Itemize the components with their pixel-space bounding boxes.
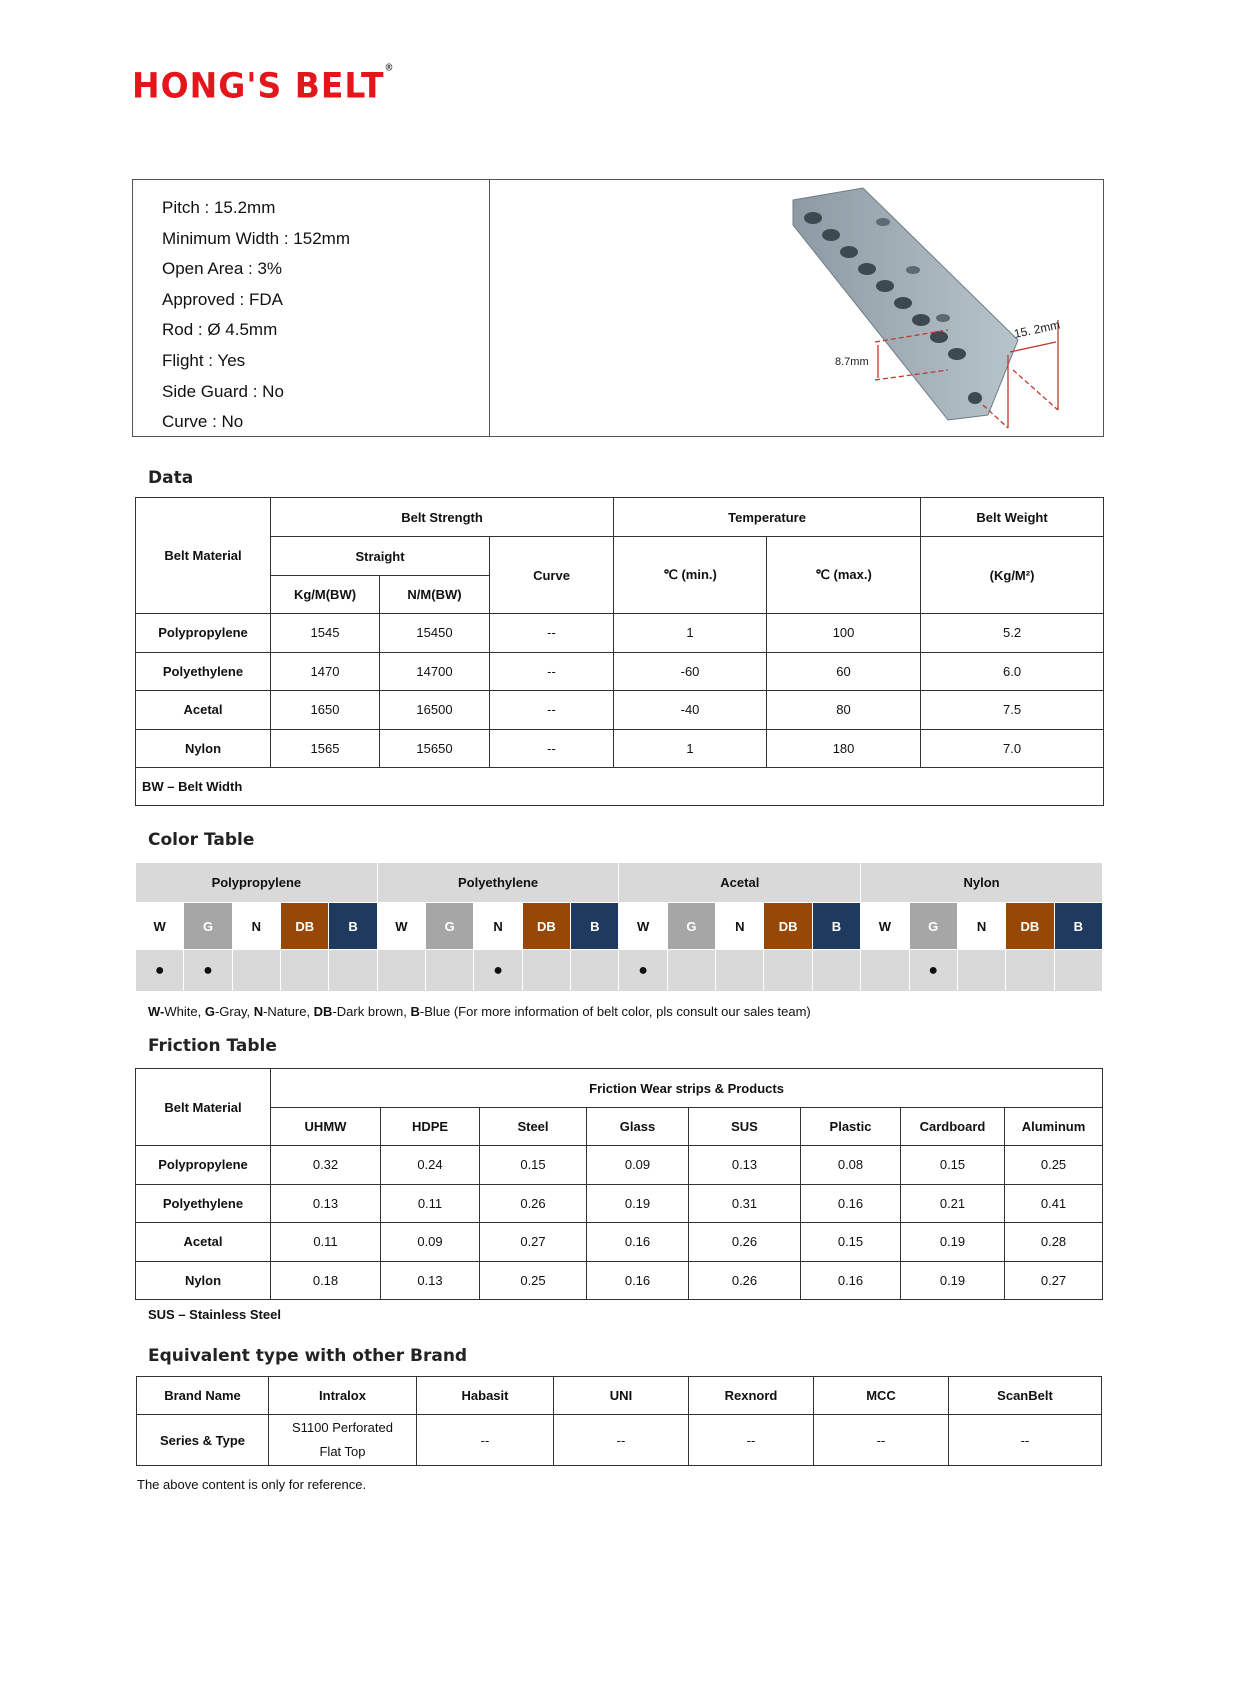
friction-value: 0.08 — [801, 1146, 901, 1185]
table-cell: 5.2 — [921, 614, 1104, 653]
table-cell: 16500 — [380, 691, 490, 730]
table-cell: 6.0 — [921, 652, 1104, 691]
header-kgm: Kg/M(BW) — [271, 576, 380, 614]
availability-cell — [716, 950, 764, 992]
table-cell: 100 — [767, 614, 921, 653]
friction-column-header: Steel — [480, 1108, 587, 1146]
brand-section-title: Equivalent type with other Brand — [148, 1346, 468, 1366]
spec-list — [162, 193, 350, 438]
header-belt-weight: Belt Weight — [921, 498, 1104, 537]
friction-value: 0.19 — [587, 1184, 689, 1223]
disclaimer: The above content is only for reference. — [137, 1477, 367, 1492]
legend-text: -Gray, — [214, 1004, 254, 1019]
friction-column-header: UHMW — [271, 1108, 381, 1146]
friction-column-header: Glass — [587, 1108, 689, 1146]
availability-cell — [522, 950, 570, 992]
material-name: Acetal — [136, 691, 271, 730]
color-legend — [148, 1004, 811, 1019]
table-cell: -- — [490, 691, 614, 730]
friction-value: 0.16 — [801, 1184, 901, 1223]
header-straight: Straight — [271, 537, 490, 576]
color-material-header: Polyethylene — [377, 863, 619, 903]
friction-value: 0.24 — [381, 1146, 480, 1185]
friction-table — [135, 1068, 1103, 1300]
table-cell: -- — [490, 652, 614, 691]
table-cell: 1650 — [271, 691, 380, 730]
table-row — [136, 1261, 1103, 1300]
friction-value: 0.11 — [381, 1184, 480, 1223]
friction-value: 0.09 — [381, 1223, 480, 1262]
availability-cell — [957, 950, 1005, 992]
availability-cell — [1054, 950, 1102, 992]
spec-divider — [489, 180, 490, 436]
spec-item: Approved : FDA — [162, 289, 283, 309]
brand-header: Habasit — [417, 1377, 554, 1415]
friction-value: 0.13 — [271, 1184, 381, 1223]
brand-header: Rexnord — [689, 1377, 814, 1415]
color-code-n: N — [716, 903, 764, 950]
table-cell: 1470 — [271, 652, 380, 691]
brand-header: ScanBelt — [949, 1377, 1102, 1415]
friction-value: 0.16 — [801, 1261, 901, 1300]
color-table — [135, 862, 1103, 992]
color-code-n: N — [957, 903, 1005, 950]
color-code-b: B — [1054, 903, 1102, 950]
available-dot-icon: ● — [909, 950, 957, 992]
header-belt-strength: Belt Strength — [271, 498, 614, 537]
brand-series-value: -- — [814, 1415, 949, 1466]
friction-column-header: Cardboard — [901, 1108, 1005, 1146]
header-belt-material: Belt Material — [136, 498, 271, 614]
registered-mark: ® — [384, 62, 395, 74]
header-weight-unit: (Kg/M²) — [921, 537, 1104, 614]
logo-text: HONG'S BELT — [132, 65, 385, 106]
brand-header: UNI — [554, 1377, 689, 1415]
available-dot-icon: ● — [184, 950, 232, 992]
friction-value: 0.15 — [801, 1223, 901, 1262]
available-dot-icon: ● — [619, 950, 667, 992]
series-type-label: Series & Type — [137, 1415, 269, 1466]
legend-text: -Dark brown, — [332, 1004, 411, 1019]
legend-code: G — [204, 1004, 215, 1019]
color-code-b: B — [812, 903, 860, 950]
availability-cell — [232, 950, 280, 992]
color-code-db: DB — [522, 903, 570, 950]
color-code-b: B — [571, 903, 619, 950]
friction-section-title: Friction Table — [148, 1036, 277, 1056]
color-code-n: N — [474, 903, 522, 950]
color-code-w: W — [377, 903, 425, 950]
color-material-row — [136, 863, 1103, 903]
color-code-db: DB — [764, 903, 812, 950]
color-code-b: B — [329, 903, 377, 950]
brand-header: Brand Name — [137, 1377, 269, 1415]
availability-cell — [426, 950, 474, 992]
available-dot-icon: ● — [474, 950, 522, 992]
friction-header-group: Friction Wear strips & Products — [271, 1069, 1103, 1108]
friction-value: 0.25 — [480, 1261, 587, 1300]
material-name: Nylon — [136, 729, 271, 768]
color-code-w: W — [136, 903, 184, 950]
header-nm: N/M(BW) — [380, 576, 490, 614]
table-row — [136, 614, 1104, 653]
availability-cell — [377, 950, 425, 992]
header-temp-min: ℃ (min.) — [614, 537, 767, 614]
friction-value: 0.21 — [901, 1184, 1005, 1223]
table-cell: 180 — [767, 729, 921, 768]
availability-cell — [764, 950, 812, 992]
color-code-g: G — [909, 903, 957, 950]
data-table — [135, 497, 1104, 806]
spec-item: Pitch : 15.2mm — [162, 198, 276, 217]
table-row — [136, 1146, 1103, 1185]
data-footnote: BW – Belt Width — [136, 768, 1104, 806]
color-availability-row — [136, 950, 1103, 992]
height-dimension-label: 8.7mm — [835, 356, 869, 368]
available-dot-icon: ● — [136, 950, 184, 992]
color-code-w: W — [619, 903, 667, 950]
color-section-title: Color Table — [148, 830, 255, 850]
legend-code: N — [253, 1004, 264, 1019]
table-row — [136, 1184, 1103, 1223]
spec-item: Open Area : 3% — [162, 259, 283, 279]
friction-value: 0.26 — [689, 1261, 801, 1300]
color-code-db: DB — [1006, 903, 1054, 950]
table-cell: 7.5 — [921, 691, 1104, 730]
spec-item: Rod : Ø 4.5mm — [162, 320, 278, 340]
friction-value: 0.16 — [587, 1223, 689, 1262]
friction-value: 0.41 — [1005, 1184, 1103, 1223]
brand-table — [136, 1376, 1102, 1466]
spec-item: Curve : No — [162, 412, 244, 432]
spec-item: Minimum Width : 152mm — [162, 228, 350, 248]
legend-code: W- — [148, 1004, 165, 1019]
table-row — [136, 691, 1104, 730]
friction-value: 0.27 — [480, 1223, 587, 1262]
friction-value: 0.31 — [689, 1184, 801, 1223]
legend-text: -Blue (For more information of belt color, pls consult our sales team) — [419, 1004, 811, 1019]
company-logo — [132, 62, 395, 106]
brand-header: MCC — [814, 1377, 949, 1415]
color-code-g: G — [184, 903, 232, 950]
legend-code: DB — [313, 1004, 333, 1019]
table-row — [136, 652, 1104, 691]
table-cell: 1565 — [271, 729, 380, 768]
friction-value: 0.19 — [901, 1223, 1005, 1262]
friction-header-belt-material: Belt Material — [136, 1069, 271, 1146]
table-cell: -40 — [614, 691, 767, 730]
data-section-title: Data — [148, 468, 194, 488]
availability-cell — [861, 950, 909, 992]
material-name: Polypropylene — [136, 1146, 271, 1185]
belt-module-drawing — [753, 180, 1073, 436]
table-cell: 80 — [767, 691, 921, 730]
table-cell: -60 — [614, 652, 767, 691]
header-temp-max: ℃ (max.) — [767, 537, 921, 614]
availability-cell — [667, 950, 715, 992]
friction-column-header: Aluminum — [1005, 1108, 1103, 1146]
color-code-n: N — [232, 903, 280, 950]
table-cell: 1 — [614, 729, 767, 768]
friction-value: 0.15 — [480, 1146, 587, 1185]
friction-value: 0.27 — [1005, 1261, 1103, 1300]
spec-item: Flight : Yes — [162, 350, 246, 370]
legend-text: -Nature, — [263, 1004, 314, 1019]
table-cell: 15450 — [380, 614, 490, 653]
brand-series-value: -- — [689, 1415, 814, 1466]
pitch-dimension-label: 15. 2mm — [1012, 317, 1062, 341]
color-code-g: G — [667, 903, 715, 950]
friction-column-header: SUS — [689, 1108, 801, 1146]
material-name: Polyethylene — [136, 652, 271, 691]
friction-value: 0.15 — [901, 1146, 1005, 1185]
table-cell: 14700 — [380, 652, 490, 691]
color-material-header: Nylon — [861, 863, 1103, 903]
table-cell: 7.0 — [921, 729, 1104, 768]
color-code-g: G — [426, 903, 474, 950]
spec-item: Side Guard : No — [162, 381, 284, 401]
table-cell: 15650 — [380, 729, 490, 768]
friction-footnote: SUS – Stainless Steel — [148, 1307, 281, 1322]
spec-box — [132, 179, 1104, 437]
availability-cell — [1006, 950, 1054, 992]
table-cell: 1545 — [271, 614, 380, 653]
friction-value: 0.11 — [271, 1223, 381, 1262]
material-name: Polyethylene — [136, 1184, 271, 1223]
friction-value: 0.26 — [480, 1184, 587, 1223]
friction-value: 0.09 — [587, 1146, 689, 1185]
brand-series-value: -- — [554, 1415, 689, 1466]
header-temperature: Temperature — [614, 498, 921, 537]
color-code-row — [136, 903, 1103, 950]
brand-header: Intralox — [269, 1377, 417, 1415]
brand-series-value: -- — [949, 1415, 1102, 1466]
table-cell: 1 — [614, 614, 767, 653]
intralox-series-line1: S1100 Perforated — [292, 1420, 393, 1435]
legend-text: White, — [164, 1004, 205, 1019]
friction-value: 0.25 — [1005, 1146, 1103, 1185]
material-name: Polypropylene — [136, 614, 271, 653]
table-cell: -- — [490, 729, 614, 768]
header-curve: Curve — [490, 537, 614, 614]
color-material-header: Acetal — [619, 863, 861, 903]
table-row — [136, 729, 1104, 768]
friction-value: 0.32 — [271, 1146, 381, 1185]
availability-cell — [571, 950, 619, 992]
friction-value: 0.13 — [381, 1261, 480, 1300]
friction-value: 0.28 — [1005, 1223, 1103, 1262]
friction-column-header: Plastic — [801, 1108, 901, 1146]
color-material-header: Polypropylene — [136, 863, 378, 903]
intralox-series-line2: Flat Top — [319, 1444, 366, 1459]
friction-value: 0.26 — [689, 1223, 801, 1262]
table-cell: -- — [490, 614, 614, 653]
legend-code: B — [410, 1004, 420, 1019]
table-row — [136, 1223, 1103, 1262]
material-name: Nylon — [136, 1261, 271, 1300]
color-code-db: DB — [281, 903, 329, 950]
table-cell: 60 — [767, 652, 921, 691]
friction-column-header: HDPE — [381, 1108, 480, 1146]
friction-value: 0.19 — [901, 1261, 1005, 1300]
intralox-series — [269, 1415, 417, 1466]
availability-cell — [812, 950, 860, 992]
brand-series-value: -- — [417, 1415, 554, 1466]
color-code-w: W — [861, 903, 909, 950]
material-name: Acetal — [136, 1223, 271, 1262]
friction-value: 0.18 — [271, 1261, 381, 1300]
availability-cell — [329, 950, 377, 992]
friction-value: 0.16 — [587, 1261, 689, 1300]
availability-cell — [281, 950, 329, 992]
friction-value: 0.13 — [689, 1146, 801, 1185]
